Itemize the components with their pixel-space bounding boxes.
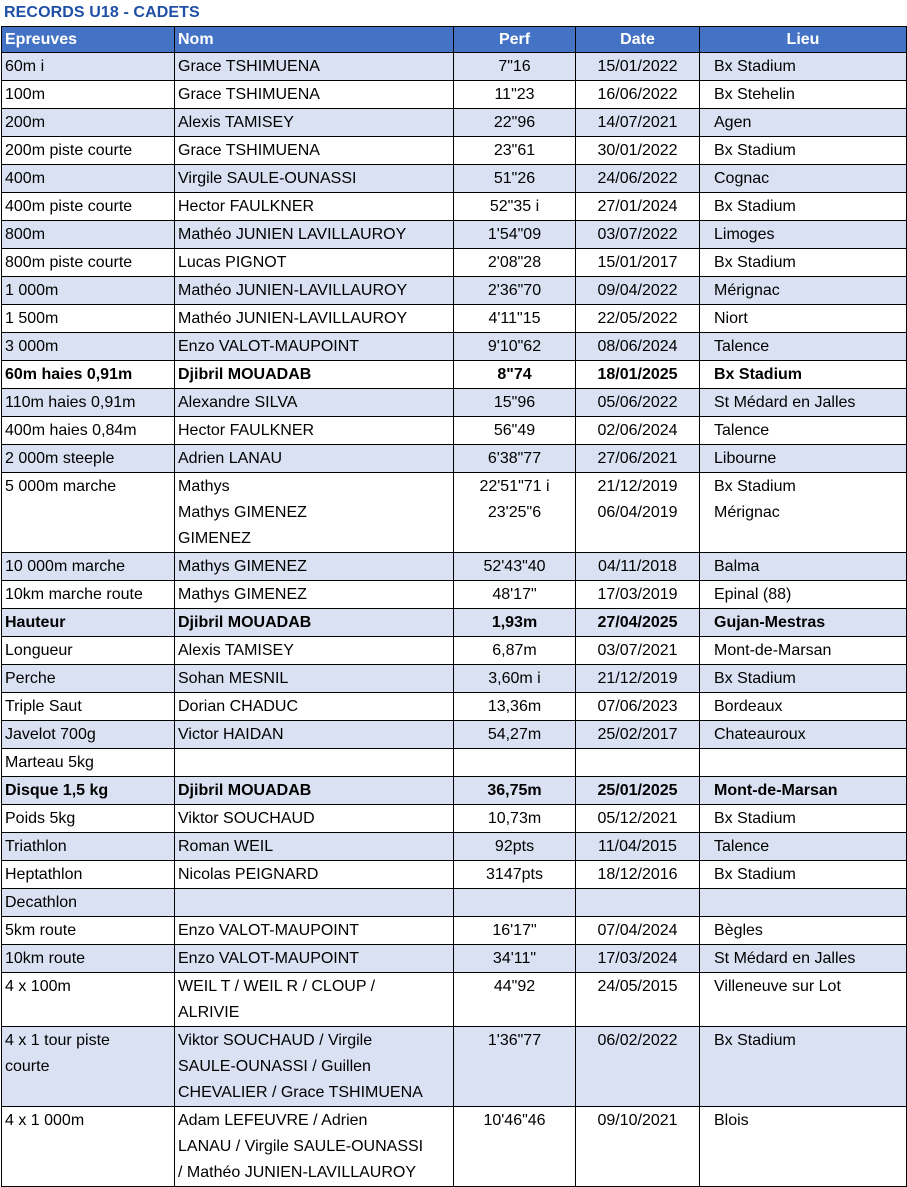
cell-nom: Alexis TAMISEY [175,109,454,137]
cell-epreuve: Decathlon [2,889,175,917]
cell-epreuve: Poids 5kg [2,805,175,833]
header-nom: Nom [175,27,454,53]
cell-lieu: Limoges [700,221,907,249]
cell-perf: 6,87m [454,637,576,665]
header-lieu: Lieu [700,27,907,53]
cell-nom: Hector FAULKNER [175,417,454,445]
cell-epreuve: 3 000m [2,333,175,361]
cell-date: 27/01/2024 [576,193,700,221]
table-row [2,277,907,305]
cell-date: 24/05/2015 [576,973,700,1027]
cell-lieu: Talence [700,417,907,445]
cell-nom: Adrien LANAU [175,445,454,473]
cell-nom [175,973,454,1027]
cell-nom: Mathys GIMENEZ [175,581,454,609]
cell-lieu [700,473,907,553]
table-row [2,805,907,833]
cell-epreuve-line: courte [5,1058,50,1075]
cell-date: 22/05/2022 [576,305,700,333]
cell-perf: 48'17" [454,581,576,609]
cell-epreuve: 10 000m marche [2,553,175,581]
cell-perf-line: 22'51"71 i [479,478,550,495]
cell-epreuve: 10km route [2,945,175,973]
table-row [2,917,907,945]
cell-lieu: Epinal (88) [700,581,907,609]
records-table [1,26,907,1187]
cell-perf: 34'11" [454,945,576,973]
cell-nom: Alexandre SILVA [175,389,454,417]
cell-nom: Alexis TAMISEY [175,637,454,665]
cell-lieu: Niort [700,305,907,333]
cell-date [576,473,700,553]
cell-lieu: Bx Stadium [700,805,907,833]
table-row [2,333,907,361]
cell-epreuve: Triathlon [2,833,175,861]
cell-date: 11/04/2015 [576,833,700,861]
cell-perf: 52"35 i [454,193,576,221]
cell-date-line: 21/12/2019 [597,478,678,495]
cell-perf: 3,60m i [454,665,576,693]
table-row [2,777,907,805]
cell-perf: 10'46"46 [454,1107,576,1187]
cell-nom: Nicolas PEIGNARD [175,861,454,889]
cell-nom-line: SAULE-OUNASSI / Guillen [178,1058,371,1075]
cell-date: 25/01/2025 [576,777,700,805]
cell-date: 27/06/2021 [576,445,700,473]
cell-perf-line: 23'25"6 [487,504,542,521]
table-row [2,609,907,637]
table-row [2,721,907,749]
cell-epreuve: 10km marche route [2,581,175,609]
cell-perf: 6'38"77 [454,445,576,473]
cell-nom: Enzo VALOT-MAUPOINT [175,945,454,973]
cell-date: 07/04/2024 [576,917,700,945]
cell-perf: 54,27m [454,721,576,749]
cell-nom-line: Viktor SOUCHAUD / Virgile [178,1032,373,1049]
cell-lieu: Mont-de-Marsan [700,637,907,665]
cell-date: 02/06/2024 [576,417,700,445]
cell-perf: 36,75m [454,777,576,805]
cell-epreuve: Triple Saut [2,693,175,721]
header-epreuves: Epreuves [2,27,175,53]
cell-nom-line: GIMENEZ [178,530,251,547]
table-row [2,249,907,277]
page-title: RECORDS U18 - CADETS [4,4,200,21]
table-row [2,221,907,249]
table-row [2,473,907,553]
cell-nom-line: Mathys GIMENEZ [178,504,307,521]
cell-lieu: Bègles [700,917,907,945]
cell-date: 30/01/2022 [576,137,700,165]
cell-perf: 4'11"15 [454,305,576,333]
cell-lieu: Mérignac [700,277,907,305]
cell-lieu: St Médard en Jalles [700,389,907,417]
cell-date: 05/06/2022 [576,389,700,417]
cell-lieu: Talence [700,333,907,361]
cell-perf: 1,93m [454,609,576,637]
cell-nom: Viktor SOUCHAUD [175,805,454,833]
cell-perf: 2'36"70 [454,277,576,305]
cell-epreuve: 800m piste courte [2,249,175,277]
cell-nom-line: / Mathéo JUNIEN-LAVILLAUROY [178,1164,417,1181]
cell-lieu: Bx Stadium [700,193,907,221]
table-row [2,81,907,109]
cell-date: 05/12/2021 [576,805,700,833]
cell-perf: 3147pts [454,861,576,889]
cell-date: 25/02/2017 [576,721,700,749]
table-row [2,1027,907,1107]
cell-date: 03/07/2022 [576,221,700,249]
cell-nom: Sohan MESNIL [175,665,454,693]
cell-lieu-line: Bx Stadium [714,478,796,495]
cell-lieu: Bx Stadium [700,249,907,277]
table-row [2,193,907,221]
cell-perf: 44"92 [454,973,576,1027]
table-row [2,165,907,193]
cell-nom-line: Mathys [178,478,230,495]
cell-epreuve: Javelot 700g [2,721,175,749]
cell-perf: 10,73m [454,805,576,833]
cell-date: 21/12/2019 [576,665,700,693]
cell-nom: Victor HAIDAN [175,721,454,749]
cell-nom: Mathys GIMENEZ [175,553,454,581]
cell-epreuve [2,1027,175,1107]
cell-lieu: Bx Stadium [700,861,907,889]
cell-nom: Hector FAULKNER [175,193,454,221]
cell-perf [454,749,576,777]
cell-epreuve: 200m [2,109,175,137]
cell-epreuve: Perche [2,665,175,693]
cell-nom: Grace TSHIMUENA [175,53,454,81]
cell-perf: 23"61 [454,137,576,165]
cell-epreuve: 4 x 100m [2,973,175,1027]
cell-epreuve: 4 x 1 000m [2,1107,175,1187]
table-row [2,581,907,609]
cell-nom [175,889,454,917]
table-row [2,637,907,665]
cell-nom: Mathéo JUNIEN-LAVILLAUROY [175,277,454,305]
cell-date: 17/03/2019 [576,581,700,609]
cell-perf: 2'08"28 [454,249,576,277]
cell-nom-line: LANAU / Virgile SAULE-OUNASSI [178,1138,424,1155]
cell-lieu: Bx Stadium [700,53,907,81]
cell-nom: Virgile SAULE-OUNASSI [175,165,454,193]
cell-perf: 1'54"09 [454,221,576,249]
cell-lieu: Bx Stehelin [700,81,907,109]
cell-epreuve: 400m piste courte [2,193,175,221]
cell-date: 15/01/2017 [576,249,700,277]
cell-date: 16/06/2022 [576,81,700,109]
cell-epreuve: 5km route [2,917,175,945]
cell-epreuve: Disque 1,5 kg [2,777,175,805]
table-row [2,361,907,389]
cell-date [576,889,700,917]
table-row [2,305,907,333]
cell-nom: Djibril MOUADAB [175,777,454,805]
table-row [2,109,907,137]
table-row [2,389,907,417]
cell-lieu: Bx Stadium [700,361,907,389]
cell-date: 15/01/2022 [576,53,700,81]
table-row [2,665,907,693]
cell-lieu: Bordeaux [700,693,907,721]
cell-perf [454,473,576,553]
cell-epreuve: Longueur [2,637,175,665]
table-row [2,889,907,917]
table-row [2,553,907,581]
cell-date: 14/07/2021 [576,109,700,137]
cell-lieu: Bx Stadium [700,137,907,165]
cell-epreuve: 200m piste courte [2,137,175,165]
cell-perf: 56"49 [454,417,576,445]
cell-lieu: Blois [700,1107,907,1187]
cell-perf [454,889,576,917]
cell-epreuve: 100m [2,81,175,109]
cell-epreuve: 800m [2,221,175,249]
table-row [2,861,907,889]
cell-perf: 11"23 [454,81,576,109]
cell-lieu: Bx Stadium [700,1027,907,1107]
table-row [2,833,907,861]
cell-perf: 9'10"62 [454,333,576,361]
table-row [2,945,907,973]
table-row [2,749,907,777]
cell-epreuve: 2 000m steeple [2,445,175,473]
cell-perf: 13,36m [454,693,576,721]
cell-lieu: Chateauroux [700,721,907,749]
cell-nom: Enzo VALOT-MAUPOINT [175,917,454,945]
cell-date-line: 06/04/2019 [597,504,678,521]
cell-lieu: Balma [700,553,907,581]
cell-epreuve: 5 000m marche [2,473,175,553]
cell-date: 24/06/2022 [576,165,700,193]
cell-nom: Dorian CHADUC [175,693,454,721]
cell-nom: Mathéo JUNIEN-LAVILLAUROY [175,305,454,333]
cell-nom-line: Adam LEFEUVRE / Adrien [178,1112,368,1129]
cell-lieu: Agen [700,109,907,137]
cell-date: 04/11/2018 [576,553,700,581]
cell-epreuve: Marteau 5kg [2,749,175,777]
cell-nom [175,473,454,553]
cell-nom [175,1027,454,1107]
table-row [2,137,907,165]
cell-epreuve: 400m [2,165,175,193]
cell-nom: Roman WEIL [175,833,454,861]
cell-lieu [700,749,907,777]
cell-nom: Mathéo JUNIEN LAVILLAUROY [175,221,454,249]
cell-lieu: Talence [700,833,907,861]
cell-lieu: St Médard en Jalles [700,945,907,973]
table-row [2,445,907,473]
records-body [2,53,907,1187]
cell-date: 08/06/2024 [576,333,700,361]
cell-epreuve: 60m haies 0,91m [2,361,175,389]
header-date: Date [576,27,700,53]
cell-nom: Grace TSHIMUENA [175,137,454,165]
cell-lieu [700,889,907,917]
cell-date: 09/10/2021 [576,1107,700,1187]
header-row [2,27,907,53]
table-row [2,417,907,445]
cell-epreuve: Hauteur [2,609,175,637]
cell-date: 06/02/2022 [576,1027,700,1107]
cell-perf: 51"26 [454,165,576,193]
cell-lieu: Libourne [700,445,907,473]
table-row [2,53,907,81]
cell-epreuve: 60m i [2,53,175,81]
cell-nom-line: ALRIVIE [178,1004,240,1021]
cell-date: 18/01/2025 [576,361,700,389]
cell-nom-line: CHEVALIER / Grace TSHIMUENA [178,1084,423,1101]
table-row [2,693,907,721]
cell-date: 09/04/2022 [576,277,700,305]
cell-perf: 92pts [454,833,576,861]
cell-nom [175,749,454,777]
cell-epreuve: Heptathlon [2,861,175,889]
cell-nom: Djibril MOUADAB [175,361,454,389]
cell-date [576,749,700,777]
cell-date: 27/04/2025 [576,609,700,637]
cell-lieu: Bx Stadium [700,665,907,693]
cell-epreuve: 400m haies 0,84m [2,417,175,445]
cell-epreuve: 110m haies 0,91m [2,389,175,417]
table-row [2,973,907,1027]
cell-nom-line: WEIL T / WEIL R / CLOUP / [178,978,376,995]
cell-date: 07/06/2023 [576,693,700,721]
cell-perf: 15"96 [454,389,576,417]
cell-lieu: Villeneuve sur Lot [700,973,907,1027]
cell-date: 17/03/2024 [576,945,700,973]
cell-nom: Djibril MOUADAB [175,609,454,637]
cell-nom: Lucas PIGNOT [175,249,454,277]
cell-lieu-line: Mérignac [714,504,780,521]
cell-date: 03/07/2021 [576,637,700,665]
cell-epreuve: 1 000m [2,277,175,305]
cell-perf: 22"96 [454,109,576,137]
cell-epreuve: 1 500m [2,305,175,333]
cell-perf: 52'43"40 [454,553,576,581]
cell-perf: 7"16 [454,53,576,81]
cell-perf: 16'17" [454,917,576,945]
cell-lieu: Cognac [700,165,907,193]
cell-date: 18/12/2016 [576,861,700,889]
cell-nom: Grace TSHIMUENA [175,81,454,109]
cell-perf: 1'36"77 [454,1027,576,1107]
cell-lieu: Gujan-Mestras [700,609,907,637]
cell-epreuve-line: 4 x 1 tour piste [5,1032,110,1049]
cell-lieu: Mont-de-Marsan [700,777,907,805]
cell-perf: 8"74 [454,361,576,389]
cell-nom: Enzo VALOT-MAUPOINT [175,333,454,361]
header-perf: Perf [454,27,576,53]
